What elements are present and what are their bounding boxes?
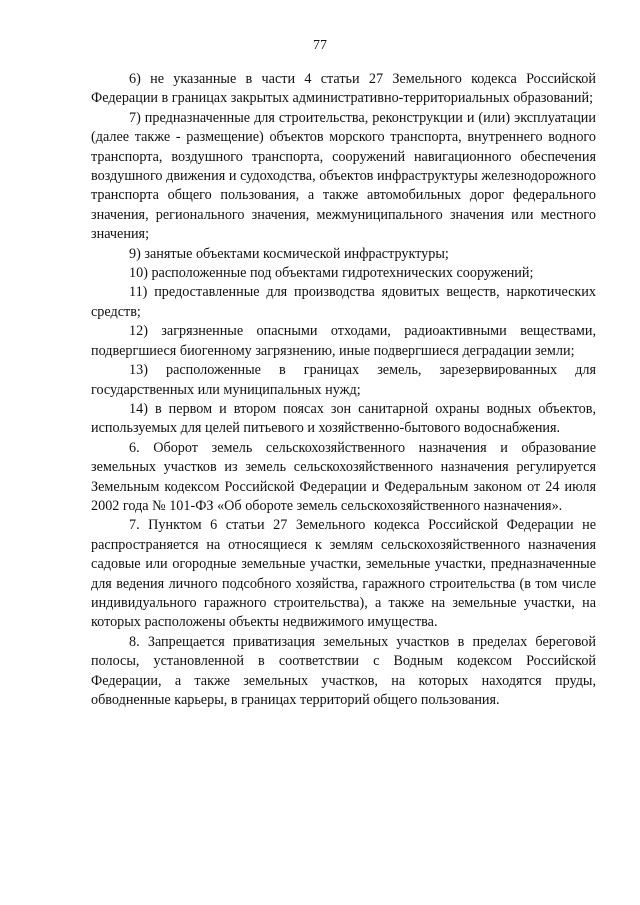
paragraph-point-8: 8. Запрещается приватизация земельных участков в пределах береговой полосы, установленной в соответствии с Водным кодексом Российской Федерации, а также земельных участков, на которых находятся пруды, обводненные карьеры, в границах территорий общего пользования.	[91, 633, 596, 708]
paragraph-item-7: 7) предназначенные для строительства, реконструкции и (или) эксплуатации (далее также - размещение) объектов морского транспорта, внутреннего водного транспорта, воздушного транспорта, сооружений навигационного обеспечения воздушного движения и судоходства, объектов инфраструктуры железнодорожного транспорта общего пользования, а также автомобильных дорог федерального значения, регионального значения, межмуниципального значения или местного значения;	[91, 109, 596, 243]
document-body	[91, 70, 596, 710]
paragraph-item-10: 10) расположенные под объектами гидротехнических сооружений;	[129, 265, 534, 282]
paragraph-point-7: 7. Пунктом 6 статьи 27 Земельного кодекса Российской Федерации не распространяется на относящиеся к землям сельскохозяйственного назначения садовые или огородные земельные участки, земельные участки, предназначенные для ведения личного подсобного хозяйства, гаражного строительства (в том числе индивидуального гаражного строительства), а также на земельные участки, на которых расположены объекты недвижимого имущества.	[91, 517, 596, 631]
paragraph-point-6: 6. Оборот земель сельскохозяйственного назначения и образование земельных участков из земель сельскохозяйственного назначения регулируется Земельным кодексом Российской Федерации и Федеральным законом от 24 июля 2002 года № 101-ФЗ «Об обороте земель сельскохозяйственного назначения».	[91, 439, 596, 514]
paragraph-item-11: 11) предоставленные для производства ядовитых веществ, наркотических средств;	[91, 284, 596, 320]
paragraph-item-13: 13) расположенные в границах земель, зарезервированных для государственных или муниципальных нужд;	[91, 362, 596, 398]
paragraph-item-9: 9) занятые объектами космической инфраструктуры;	[129, 245, 449, 262]
page-number: 77	[313, 38, 327, 53]
paragraph-item-12: 12) загрязненные опасными отходами, радиоактивными веществами, подвергшиеся биогенному загрязнению, иные подвергшиеся деградации земли;	[91, 323, 596, 359]
paragraph-item-14: 14) в первом и втором поясах зон санитарной охраны водных объектов, используемых для целей питьевого и хозяйственно-бытового водоснабжения.	[91, 400, 596, 437]
paragraph-item-6: 6) не указанные в части 4 статьи 27 Земельного кодекса Российской Федерации в границах закрытых административно-территориальных образований;	[91, 71, 596, 107]
